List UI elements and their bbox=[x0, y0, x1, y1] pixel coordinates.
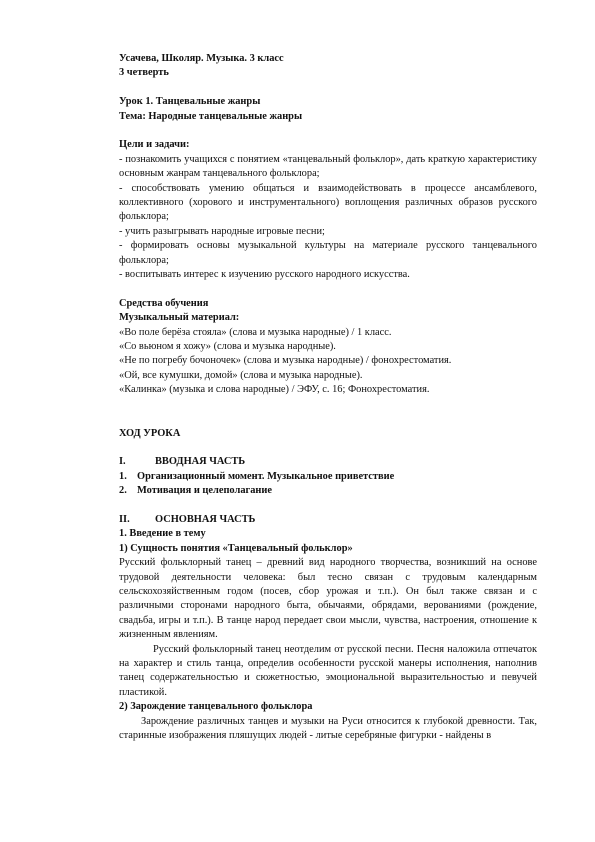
subsection-heading: 2) Зарождение танцевального фольклора bbox=[119, 701, 313, 713]
part-1-item bbox=[119, 470, 537, 484]
spacer bbox=[119, 124, 537, 138]
goal-item: - учить разыгрывать народные игровые песни; bbox=[119, 225, 325, 237]
part-1-item bbox=[119, 484, 537, 498]
material-item: «Во поле берёза стояла» (слова и музыка народные) / 1 класс. bbox=[119, 326, 392, 338]
goals-heading: Цели и задачи: bbox=[119, 139, 190, 151]
material-item: «Калинка» (музыка и слова народные) / ЭФУ, с. 16; Фонохрестоматия. bbox=[119, 384, 430, 396]
paragraph: Русский фольклорный танец – древний вид народного творчества, возникший на основе трудовой деятельности человека: был тесно связан с трудовым календарным сельскохозяйственным годом (посев, сбор урожая и т.п.). Он был также связан и с различными сторонами народного быта, обычаями, обрядами, верованиями (рождение, свадьба, игры и т.п.). В танце народ передает свои мысли, чувства, настроения, отношение к жизненным явлениям. bbox=[119, 557, 537, 641]
spacer bbox=[119, 81, 537, 95]
goal-item: - воспитывать интерес к изучению русского народного искусства. bbox=[119, 269, 410, 281]
material-item: «Ой, все кумушки, домой» (слова и музыка народные). bbox=[119, 369, 363, 381]
header-line-2: 3 четверть bbox=[119, 67, 169, 79]
means-heading: Средства обучения bbox=[119, 297, 209, 309]
goal-item: - способствовать умению общаться и взаимодействовать в процессе ансамблевого, коллективного (хорового и инструментального) воплощения различных образов русского фольклора; bbox=[119, 182, 537, 223]
document-page bbox=[119, 52, 537, 743]
item-number: 2. bbox=[119, 485, 127, 497]
lesson-topic: Тема: Народные танцевальные жанры bbox=[119, 110, 303, 122]
item-number: 1. bbox=[119, 470, 127, 482]
paragraph: Зарождение различных танцев и музыки на Руси относится к глубокой древности. Так, старинные изображения пляшущих людей - литые серебряные фигурки - найдены в bbox=[119, 715, 537, 741]
spacer bbox=[119, 398, 537, 427]
spacer bbox=[119, 441, 537, 455]
item-text: Мотивация и целеполагание bbox=[137, 485, 273, 497]
spacer bbox=[119, 282, 537, 296]
goal-item: - формировать основы музыкальной культуры на материале русского танцевального фольклора; bbox=[119, 240, 537, 266]
part-1-heading bbox=[119, 455, 537, 469]
part-1-title: ВВОДНАЯ ЧАСТЬ bbox=[155, 456, 246, 468]
part-1-number: I. bbox=[119, 456, 126, 468]
part-2-heading bbox=[119, 513, 537, 527]
spacer bbox=[119, 499, 537, 513]
subsection-heading: 1) Сущность понятия «Танцевальный фольклор» bbox=[119, 542, 353, 554]
part-2-title: ОСНОВНАЯ ЧАСТЬ bbox=[155, 513, 256, 525]
header-line-1: Усачева, Школяр. Музыка. 3 класс bbox=[119, 53, 284, 64]
subsection-heading: 1. Введение в тему bbox=[119, 528, 206, 540]
material-heading: Музыкальный материал: bbox=[119, 312, 240, 324]
item-text: Организационный момент. Музыкальное приветствие bbox=[137, 470, 395, 482]
material-item: «Со вьюном я хожу» (слова и музыка народные). bbox=[119, 341, 336, 353]
lesson-title: Урок 1. Танцевальные жанры bbox=[119, 96, 261, 108]
material-item: «Не по погребу бочоночек» (слова и музыка народные) / фонохрестоматия. bbox=[119, 355, 452, 367]
goal-item: - познакомить учащихся с понятием «танцевальный фольклор», дать краткую характеристику основным жанрам танцевального фольклора; bbox=[119, 153, 537, 180]
course-heading: ХОД УРОКА bbox=[119, 427, 181, 439]
part-2-number: II. bbox=[119, 513, 130, 525]
paragraph: Русский фольклорный танец неотделим от русской песни. Песня наложила отпечаток на характер и стиль танца, определив особенности русской манеры исполнения, наполнив танец содержательностью и сюжетностью, эмоциональной выразительностью и певучей пластикой. bbox=[119, 643, 537, 698]
